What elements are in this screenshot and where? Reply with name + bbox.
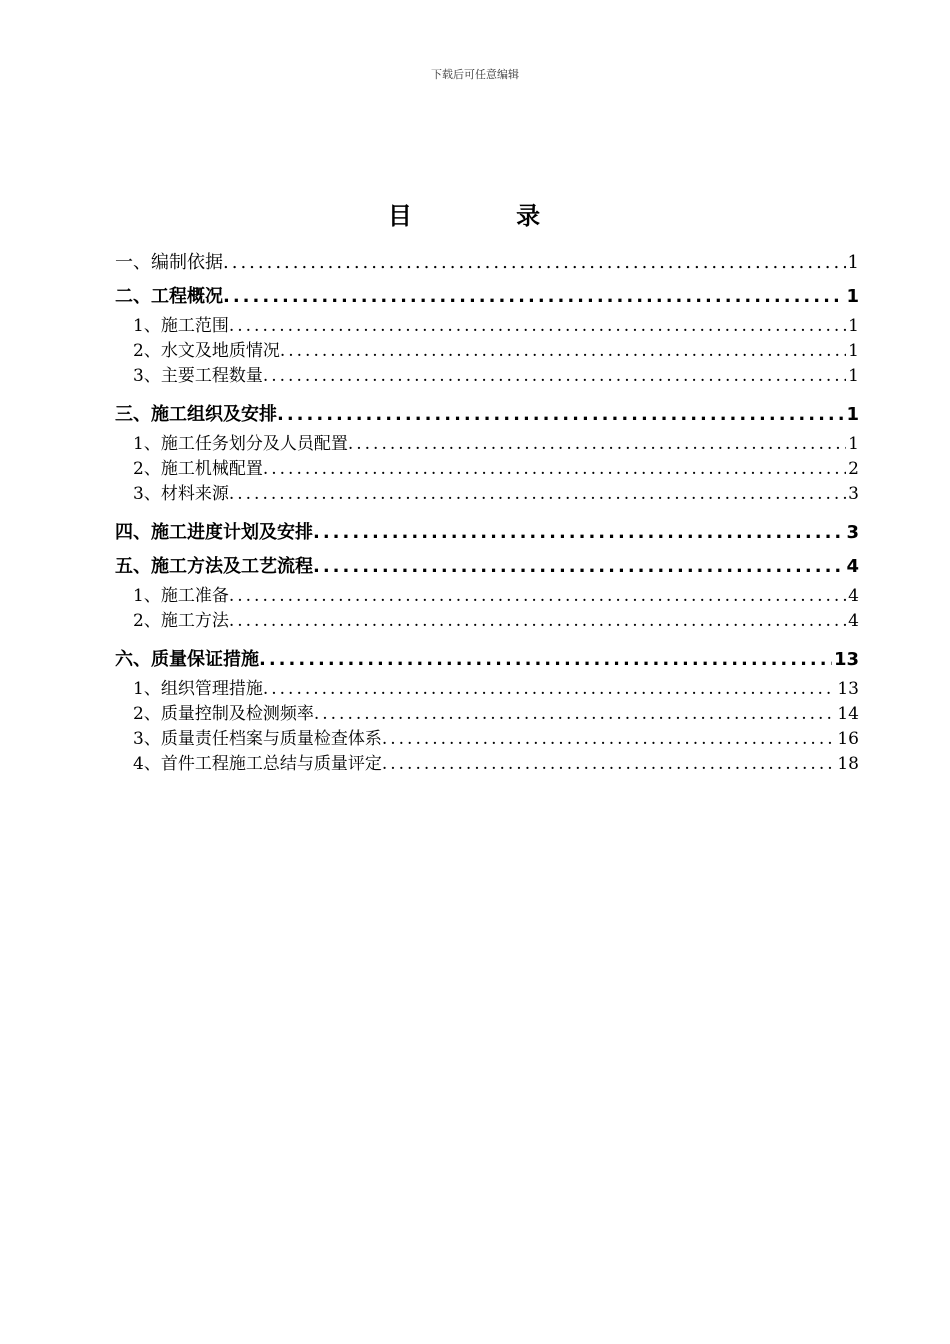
toc-subsection-entry[interactable]	[115, 702, 859, 727]
toc-entry-page-number: 18	[837, 754, 859, 774]
toc-dot-leader	[229, 609, 846, 634]
header-note: 下载后可任意编辑	[431, 68, 519, 81]
toc-subsection-entry[interactable]	[115, 314, 859, 339]
toc-dot-leader	[313, 516, 844, 550]
toc-entry-label: 2、施工方法	[133, 611, 229, 631]
toc-entry-page-number: 4	[846, 556, 859, 577]
toc-entry-page-number: 4	[848, 586, 859, 606]
table-of-contents	[115, 246, 859, 777]
toc-entry-page-number: 14	[837, 704, 859, 724]
toc-dot-leader	[382, 727, 836, 752]
toc-dot-leader	[223, 246, 846, 280]
toc-entry-label: 五、施工方法及工艺流程	[115, 556, 313, 577]
toc-entry-label: 2、水文及地质情况	[133, 341, 280, 361]
toc-subsection-entry[interactable]	[115, 584, 859, 609]
toc-dot-leader	[259, 643, 832, 677]
toc-entry-page-number: 16	[837, 729, 859, 749]
toc-dot-leader	[229, 482, 846, 507]
toc-entry-page-number: 13	[837, 679, 859, 699]
toc-entry-page-number: 1	[846, 404, 859, 425]
toc-entry-page-number: 13	[833, 649, 859, 670]
toc-subsection-entry[interactable]	[115, 609, 859, 634]
toc-dot-leader	[314, 702, 836, 727]
toc-subsection-entry[interactable]	[115, 364, 859, 389]
toc-section-entry[interactable]	[115, 643, 859, 677]
toc-dot-leader	[229, 314, 846, 339]
toc-entry-page-number: 2	[848, 459, 859, 479]
toc-entry-label: 三、施工组织及安排	[115, 404, 277, 425]
toc-dot-leader	[263, 677, 836, 702]
toc-subsection-entry[interactable]	[115, 482, 859, 507]
toc-entry-page-number: 4	[848, 611, 859, 631]
toc-dot-leader	[313, 550, 844, 584]
toc-section-entry[interactable]	[115, 550, 859, 584]
toc-dot-leader	[223, 280, 844, 314]
toc-subsection-entry[interactable]	[115, 752, 859, 777]
toc-entry-label: 2、施工机械配置	[133, 459, 263, 479]
toc-entry-page-number: 3	[848, 484, 859, 504]
toc-entry-label: 3、主要工程数量	[133, 366, 263, 386]
toc-dot-leader	[263, 364, 846, 389]
toc-section-entry[interactable]	[115, 516, 859, 550]
page-title: 目 录	[387, 202, 589, 230]
toc-subsection-entry[interactable]	[115, 339, 859, 364]
toc-subsection-entry[interactable]	[115, 727, 859, 752]
toc-dot-leader	[280, 339, 846, 364]
toc-entry-page-number: 1	[848, 434, 859, 454]
toc-dot-leader	[382, 752, 836, 777]
toc-entry-label: 4、首件工程施工总结与质量评定	[133, 754, 382, 774]
toc-dot-leader	[229, 584, 846, 609]
toc-dot-leader	[263, 457, 846, 482]
toc-entry-page-number: 3	[846, 522, 859, 543]
toc-entry-label: 四、施工进度计划及安排	[115, 522, 313, 543]
toc-entry-label: 2、质量控制及检测频率	[133, 704, 314, 724]
toc-entry-label: 3、材料来源	[133, 484, 229, 504]
toc-entry-label: 一、编制依据	[115, 252, 223, 273]
toc-subsection-entry[interactable]	[115, 677, 859, 702]
toc-entry-label: 1、施工范围	[133, 316, 229, 336]
toc-section-entry[interactable]	[115, 398, 859, 432]
toc-entry-label: 二、工程概况	[115, 286, 223, 307]
toc-dot-leader	[277, 398, 844, 432]
toc-section-entry[interactable]	[115, 246, 859, 280]
toc-dot-leader	[348, 432, 846, 457]
toc-subsection-entry[interactable]	[115, 457, 859, 482]
toc-section-entry[interactable]	[115, 280, 859, 314]
toc-subsection-entry[interactable]	[115, 432, 859, 457]
toc-entry-page-number: 1	[848, 341, 859, 361]
toc-entry-page-number: 1	[848, 316, 859, 336]
toc-entry-label: 六、质量保证措施	[115, 649, 259, 670]
toc-entry-page-number: 1	[848, 366, 859, 386]
toc-entry-label: 1、组织管理措施	[133, 679, 263, 699]
toc-entry-label: 1、施工准备	[133, 586, 229, 606]
toc-entry-page-number: 1	[846, 286, 859, 307]
toc-entry-label: 3、质量责任档案与质量检查体系	[133, 729, 382, 749]
toc-entry-label: 1、施工任务划分及人员配置	[133, 434, 348, 454]
toc-entry-page-number: 1	[847, 252, 859, 273]
